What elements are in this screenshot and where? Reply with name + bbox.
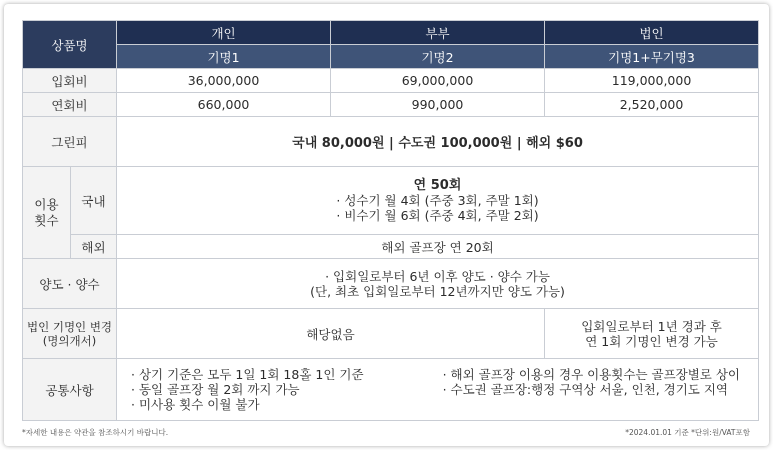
subcategory-couple: 기명2 — [331, 45, 545, 69]
green-fee-row — [23, 117, 759, 167]
domestic-label: 국내 — [71, 167, 117, 235]
entry-fee-individual: 36,000,000 — [117, 69, 331, 93]
name-change-corp-line1: 입회일로부터 1년 경과 후 — [581, 318, 722, 334]
transfer-line1: · 입회일로부터 6년 이후 양도 · 양수 가능 — [325, 268, 550, 284]
common-notes-left — [131, 367, 364, 412]
domestic-peak-season: · 성수기 월 4회 (주중 3회, 주말 1회) — [336, 193, 539, 208]
annual-fee-corporate: 2,520,000 — [545, 93, 759, 117]
header-row-subcategories — [23, 45, 759, 69]
common-note: · 동일 골프장 월 2회 까지 가능 — [131, 382, 300, 397]
common-notes-right — [443, 367, 740, 412]
header-row-categories — [23, 21, 759, 45]
name-change-corporate — [545, 309, 759, 359]
common-note: · 상기 기준은 모두 1일 1회 18홀 1인 기준 — [131, 367, 364, 382]
overseas-usage-value: 해외 골프장 연 20회 — [117, 235, 759, 259]
annual-fee-couple: 990,000 — [331, 93, 545, 117]
subcategory-corporate: 기명1+무기명3 — [545, 45, 759, 69]
name-change-row — [23, 309, 759, 359]
common-note: · 수도권 골프장:행정 구역상 서울, 인천, 경기도 지역 — [442, 382, 729, 397]
name-change-none: 해당없음 — [117, 309, 545, 359]
product-name-header: 상품명 — [23, 21, 117, 69]
entry-fee-row — [23, 69, 759, 93]
usage-overseas-row — [23, 235, 759, 259]
transfer-line2: (단, 최초 입회일로부터 12년까지만 양도 가능) — [310, 283, 565, 299]
transfer-value — [117, 259, 759, 309]
pricing-card — [4, 4, 769, 446]
domestic-usage-value — [117, 167, 759, 235]
green-fee-value: 국내 80,000원 | 수도권 100,000원 | 해외 $60 — [117, 117, 759, 167]
annual-fee-label: 연회비 — [23, 93, 117, 117]
domestic-off-season: · 비수기 월 6회 (주중 4회, 주말 2회) — [336, 208, 539, 223]
common-row — [23, 359, 759, 421]
category-corporate: 법인 — [545, 21, 759, 45]
name-change-label-line2: (명의개서) — [42, 333, 97, 348]
common-label: 공통사항 — [23, 359, 117, 421]
name-change-label-line1: 법인 기명인 변경 — [26, 319, 113, 334]
usage-label-line1: 이용 — [34, 196, 59, 212]
overseas-label: 해외 — [71, 235, 117, 259]
category-couple: 부부 — [331, 21, 545, 45]
domestic-usage-title: 연 50회 — [413, 178, 462, 193]
footer-basis-note: *2024.01.01 기준 *단위:원/VAT포함 — [625, 428, 750, 437]
common-notes — [117, 359, 759, 421]
usage-domestic-row — [23, 167, 759, 235]
usage-label-line2: 횟수 — [34, 212, 59, 228]
entry-fee-corporate: 119,000,000 — [545, 69, 759, 93]
name-change-corp-line2: 연 1회 기명인 변경 가능 — [585, 333, 718, 349]
transfer-label: 양도 · 양수 — [23, 259, 117, 309]
entry-fee-couple: 69,000,000 — [331, 69, 545, 93]
name-change-label — [23, 309, 117, 359]
membership-table — [22, 20, 759, 421]
category-individual: 개인 — [117, 21, 331, 45]
annual-fee-row — [23, 93, 759, 117]
common-note: · 미사용 횟수 이월 불가 — [131, 397, 260, 412]
annual-fee-individual: 660,000 — [117, 93, 331, 117]
transfer-row — [23, 259, 759, 309]
entry-fee-label: 입회비 — [23, 69, 117, 93]
common-note: · 해외 골프장 이용의 경우 이용횟수는 골프장별로 상이 — [442, 367, 741, 382]
usage-count-label — [23, 167, 71, 259]
footer-disclaimer: *자세한 내용은 약관을 참조하시기 바랍니다. — [22, 428, 169, 437]
green-fee-label: 그린피 — [23, 117, 117, 167]
subcategory-individual: 기명1 — [117, 45, 331, 69]
